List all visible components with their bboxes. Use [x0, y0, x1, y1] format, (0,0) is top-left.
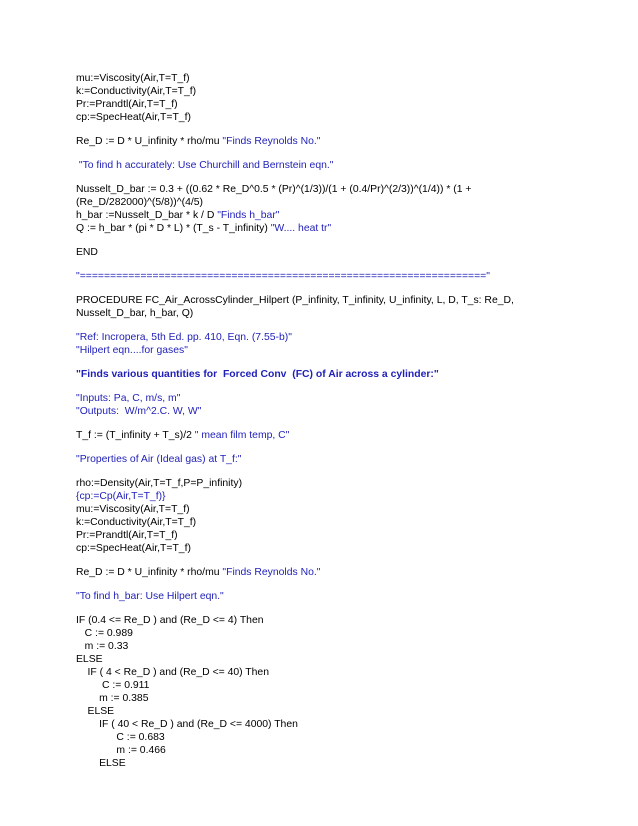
- code-line: [76, 159, 576, 172]
- code-line: [76, 590, 576, 603]
- code-line: [76, 429, 576, 442]
- line-gap: [76, 555, 576, 566]
- code-comment: "Inputs: Pa, C, m/s, m": [76, 393, 181, 404]
- code-line: [76, 566, 576, 579]
- line-gap: [76, 357, 576, 368]
- code-line: [76, 270, 576, 283]
- code-text: cp:=SpecHeat(Air,T=T_f): [76, 112, 191, 123]
- code-line: [76, 405, 576, 418]
- code-line: [76, 183, 576, 196]
- code-text: k:=Conductivity(Air,T=T_f): [76, 86, 197, 97]
- code-line: [76, 111, 576, 124]
- code-line: [76, 344, 576, 357]
- code-text: m := 0.466: [76, 745, 166, 756]
- code-line: [76, 209, 576, 222]
- code-text: (Re_D/282000)^(5/8))^(4/5): [76, 197, 203, 208]
- line-gap: [76, 442, 576, 453]
- code-text: C := 0.911: [76, 680, 150, 691]
- code-line: [76, 331, 576, 344]
- code-line: [76, 392, 576, 405]
- code-text: C := 0.683: [76, 732, 165, 743]
- code-text: Pr:=Prandtl(Air,T=T_f): [76, 530, 178, 541]
- code-line: [76, 653, 576, 666]
- line-gap: [76, 466, 576, 477]
- line-gap: [76, 259, 576, 270]
- code-text: h_bar :=Nusselt_D_bar * k / D: [76, 210, 218, 221]
- code-text: ELSE: [76, 758, 126, 769]
- code-line: [76, 718, 576, 731]
- code-line: [76, 503, 576, 516]
- line-gap: [76, 283, 576, 294]
- code-text: rho:=Density(Air,T=T_f,P=P_infinity): [76, 478, 243, 489]
- line-gap: [76, 603, 576, 614]
- code-text: ELSE: [76, 706, 115, 717]
- code-comment: "W.... heat tr": [270, 223, 332, 234]
- code-text: IF (0.4 <= Re_D ) and (Re_D <= 4) Then: [76, 615, 264, 626]
- code-line: [76, 196, 576, 209]
- code-line: [76, 679, 576, 692]
- code-line: [76, 477, 576, 490]
- code-line: [76, 72, 576, 85]
- code-text: IF ( 4 < Re_D ) and (Re_D <= 40) Then: [76, 667, 269, 678]
- line-gap: [76, 320, 576, 331]
- code-text: C := 0.989: [76, 628, 133, 639]
- code-text: ELSE: [76, 654, 103, 665]
- code-text: mu:=Viscosity(Air,T=T_f): [76, 504, 190, 515]
- line-gap: [76, 235, 576, 246]
- code-line: [76, 490, 576, 503]
- line-gap: [76, 124, 576, 135]
- code-line: [76, 516, 576, 529]
- code-line: [76, 368, 576, 381]
- code-comment: "Finds h_bar": [217, 210, 280, 221]
- code-line: [76, 529, 576, 542]
- code-comment: "To find h accurately: Use Churchill and Bernstein eqn.": [76, 160, 334, 171]
- code-comment: "===================================================================": [76, 271, 490, 282]
- code-comment: "Finds various quantities for Forced Conv (FC) of Air across a cylinder:": [76, 369, 439, 380]
- code-line: [76, 307, 576, 320]
- code-line: [76, 744, 576, 757]
- code-text: IF ( 40 < Re_D ) and (Re_D <= 4000) Then: [76, 719, 298, 730]
- code-text: Nusselt_D_bar, h_bar, Q): [76, 308, 194, 319]
- code-document: [76, 72, 576, 770]
- code-line: [76, 705, 576, 718]
- code-text: Pr:=Prandtl(Air,T=T_f): [76, 99, 178, 110]
- line-gap: [76, 148, 576, 159]
- code-line: [76, 294, 576, 307]
- code-comment: "Hilpert eqn....for gases": [76, 345, 188, 356]
- code-text: k:=Conductivity(Air,T=T_f): [76, 517, 197, 528]
- code-comment: "To find h_bar: Use Hilpert eqn.": [76, 591, 224, 602]
- code-line: [76, 222, 576, 235]
- code-comment: "Ref: Incropera, 5th Ed. pp. 410, Eqn. (7.55-b)": [76, 332, 292, 343]
- code-line: [76, 614, 576, 627]
- code-line: [76, 542, 576, 555]
- code-comment: "Properties of Air (Ideal gas) at T_f:": [76, 454, 242, 465]
- code-line: [76, 246, 576, 259]
- code-comment: "Finds Reynolds No.": [222, 567, 321, 578]
- code-comment: "Finds Reynolds No.": [222, 136, 321, 147]
- code-line: [76, 757, 576, 770]
- code-line: [76, 640, 576, 653]
- code-text: m := 0.33: [76, 641, 129, 652]
- code-comment: "Outputs: W/m^2.C. W, W": [76, 406, 202, 417]
- line-gap: [76, 418, 576, 429]
- code-text: mu:=Viscosity(Air,T=T_f): [76, 73, 190, 84]
- code-text: Q := h_bar * (pi * D * L) * (T_s - T_infinity): [76, 223, 271, 234]
- code-text: T_f := (T_infinity + T_s)/2: [76, 430, 195, 441]
- code-line: [76, 627, 576, 640]
- code-text: Nusselt_D_bar := 0.3 + ((0.62 * Re_D^0.5 * (Pr)^(1/3))/(1 + (0.4/Pr)^(2/3))^(1/4)) * (1 +: [76, 184, 472, 195]
- code-text: Re_D := D * U_infinity * rho/mu: [76, 567, 223, 578]
- code-text: PROCEDURE FC_Air_AcrossCylinder_Hilpert (P_infinity, T_infinity, U_infinity, L, D, T_s: Re_D,: [76, 295, 514, 306]
- code-line: [76, 731, 576, 744]
- line-gap: [76, 381, 576, 392]
- line-gap: [76, 579, 576, 590]
- code-line: [76, 135, 576, 148]
- line-gap: [76, 172, 576, 183]
- code-line: [76, 692, 576, 705]
- code-line: [76, 98, 576, 111]
- code-text: cp:=SpecHeat(Air,T=T_f): [76, 543, 191, 554]
- code-line: [76, 85, 576, 98]
- code-line: [76, 453, 576, 466]
- code-text: Re_D := D * U_infinity * rho/mu: [76, 136, 223, 147]
- code-comment: {cp:=Cp(Air,T=T_f)}: [76, 491, 166, 502]
- code-comment: " mean film temp, C": [194, 430, 290, 441]
- code-line: [76, 666, 576, 679]
- code-text: m := 0.385: [76, 693, 149, 704]
- code-text: END: [76, 247, 98, 258]
